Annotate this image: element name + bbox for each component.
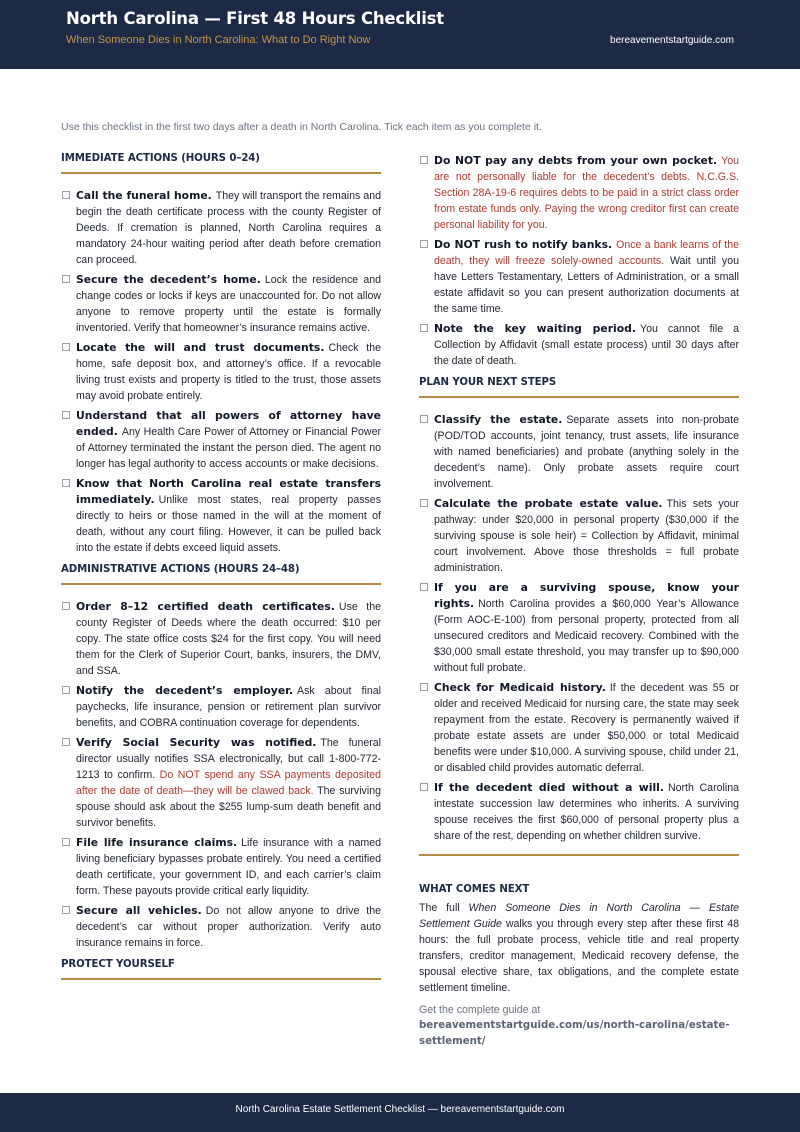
item-lead: Locate the will and trust documents. — [76, 341, 325, 354]
item-lead: Verify Social Security was notified. — [76, 736, 317, 749]
item-lead: Do NOT pay any debts from your own pocket. — [434, 154, 718, 167]
page-header — [0, 0, 800, 69]
item-text: Use the county Register of Deeds where the death occurred: $10 per copy. The state office costs $24 for the first copy. You will need them for the Clerk of Superior Court, banks, insurers, the DMV, and SSA. — [76, 601, 382, 677]
section-title-next: WHAT COMES NEXT — [419, 884, 530, 895]
intro-text: Use this checklist in the first two days after a death in North Carolina. Tick each item as you complete it. — [61, 121, 542, 133]
checklist-item — [61, 903, 381, 951]
item-text: North Carolina provides a $60,000 Year’s Allowance (Form AOC-E-100) from personal property, protected from all unsecured creditors and Medicaid recovery. Combined with the $30,000 small estate threshold, you may transfer up to $90,000 without full probate. — [434, 598, 739, 674]
checkbox-icon[interactable] — [62, 343, 70, 351]
checklist-item — [61, 599, 381, 679]
checklist-item — [419, 153, 739, 233]
section-divider — [61, 172, 381, 174]
checklist-item — [61, 272, 381, 336]
checklist-item — [61, 476, 381, 556]
item-text: Any Health Care Power of Attorney or Financial Power of Attorney terminated the instant the person died. The agent no longer has legal authority to access accounts or make decisions. — [76, 426, 381, 470]
left-column — [61, 153, 381, 980]
footer-text: North Carolina Estate Settlement Checklist — bereavementstartguide.com — [235, 1104, 565, 1115]
header-site-url: bereavementstartguide.com — [610, 35, 734, 46]
item-lead: Notify the decedent’s employer. — [76, 684, 294, 697]
checklist-item — [419, 237, 739, 317]
checkbox-icon[interactable] — [420, 324, 428, 332]
next-body-pre: The full — [419, 902, 469, 914]
page-subtitle: When Someone Dies in North Carolina: What to Do Right Now — [66, 34, 371, 46]
checkbox-icon[interactable] — [62, 738, 70, 746]
checkbox-icon[interactable] — [62, 906, 70, 914]
item-lead: Secure all vehicles. — [76, 904, 202, 917]
item-text: Lock the residence and change codes or locks if keys are unaccounted for. Do not allow anyone to remove property until the estate is formally inventoried. Verify that homeowner’s insurance remains active. — [76, 274, 381, 334]
item-text-after: The surviving spouse should ask about the $255 lump-sum death benefit and survivor benefits. — [76, 785, 381, 829]
section-title-immediate: IMMEDIATE ACTIONS (HOURS 0–24) — [61, 153, 260, 164]
right-column — [419, 153, 739, 1050]
checkbox-icon[interactable] — [62, 479, 70, 487]
administrative-list — [61, 599, 381, 951]
item-lead: If the decedent died without a will. — [434, 781, 664, 794]
item-lead: Understand that all powers of attorney have ended. — [76, 409, 381, 438]
checklist-item — [419, 580, 739, 676]
item-text: Ask about final paychecks, life insurance, pension or retirement plan survivor benefits, and COBRA continuation coverage for dependents. — [76, 685, 381, 729]
checklist-item — [419, 780, 739, 844]
item-lead: Do NOT rush to notify banks. — [434, 238, 613, 251]
item-lead: File life insurance claims. — [76, 836, 238, 849]
item-lead: Calculate the probate estate value. — [434, 497, 663, 510]
checkbox-icon[interactable] — [62, 838, 70, 846]
page-title: North Carolina — First 48 Hours Checklist — [66, 9, 444, 28]
checkbox-icon[interactable] — [420, 683, 428, 691]
item-lead: Secure the decedent’s home. — [76, 273, 261, 286]
checkbox-icon[interactable] — [420, 783, 428, 791]
item-text: If the decedent was 55 or older and received Medicaid for nursing care, the state may seek repayment from the estate. Recovery is permanently waived if probate estate assets are under $50,000 or total Medicaid benefits were under $10,000. A surviving spouse, child under 21, or disabled child provides automatic deferral. — [434, 682, 739, 774]
item-text: Life insurance with a named living beneficiary bypasses probate entirely. You need a certified death certificate, your government ID, and each carrier’s claim form. These payouts provide critical early liquidity. — [76, 837, 381, 897]
checkbox-icon[interactable] — [62, 686, 70, 694]
checklist-item — [61, 340, 381, 404]
cta-text: Get the complete guide at — [419, 1004, 541, 1016]
immediate-list — [61, 188, 381, 556]
item-lead: Note the key waiting period. — [434, 322, 637, 335]
item-lead: Order 8–12 certified death certificates. — [76, 600, 335, 613]
checklist-item — [419, 496, 739, 576]
item-warning: Once a bank learns of the death, they will freeze solely-owned accounts. — [434, 239, 739, 267]
item-text: You cannot file a Collection by Affidavit (small estate process) until 30 days after the date of death. — [434, 323, 739, 367]
item-lead: Classify the estate. — [434, 413, 563, 426]
item-warning: Do NOT spend any SSA payments deposited after the date of death—they will be clawed back. — [76, 769, 381, 797]
item-warning: You are not personally liable for the decedent’s debts. N.C.G.S. Section 28A-19-6 requires debts to be paid in a strict class order from estate funds only. Paying the wrong creditor first can create personal liability for you. — [434, 155, 739, 231]
checklist-item — [61, 683, 381, 731]
item-lead: Call the funeral home. — [76, 189, 212, 202]
item-text: They will transport the remains and begin the death certificate process with the county Register of Deeds. If cremation is planned, North Carolina requires a mandatory 24-hour waiting period after death before cremation can proceed. — [76, 190, 381, 266]
section-divider — [61, 583, 381, 585]
checkbox-icon[interactable] — [62, 275, 70, 283]
checklist-item — [419, 412, 739, 492]
item-text: This sets your pathway: under $20,000 in personal property ($30,000 if the surviving spouse is sole heir) = Collection by Affidavit, minimal court involvement. Above those thresholds = full probate administration. — [434, 498, 739, 574]
checkbox-icon[interactable] — [62, 602, 70, 610]
item-text: Separate assets into non-probate (POD/TOD accounts, joint tenancy, trust assets, life insurance with named beneficiaries) and probate (anything solely in the decedent’s name). Only probate assets require court involvement. — [434, 414, 740, 490]
next-body-post: walks you through every step after these first 48 hours: the full probate process, vehicle title and real property transfers, creditor management, Medicaid recovery defense, the spousal elective share, tax obligations, and the complete estate settlement timeline. — [419, 918, 739, 994]
protect-list — [419, 153, 739, 369]
item-lead: If you are a surviving spouse, know your rights. — [434, 581, 739, 610]
item-text: Do not allow anyone to drive the decedent’s car without proper authorization. Verify auto insurance remains in force. — [76, 905, 381, 949]
checklist-item — [61, 408, 381, 472]
checkbox-icon[interactable] — [62, 411, 70, 419]
checkbox-icon[interactable] — [420, 499, 428, 507]
section-divider — [419, 854, 739, 856]
section-title-administrative: ADMINISTRATIVE ACTIONS (HOURS 24–48) — [61, 564, 300, 575]
checklist-item — [419, 321, 739, 369]
item-text: The funeral director usually notifies SSA electronically, but call 1-800-772-1213 to confirm. — [76, 737, 381, 781]
item-lead: Know that North Carolina real estate transfers immediately. — [76, 477, 381, 506]
section-divider — [419, 396, 739, 398]
checkbox-icon[interactable] — [62, 191, 70, 199]
checkbox-icon[interactable] — [420, 583, 428, 591]
section-title-plan: PLAN YOUR NEXT STEPS — [419, 377, 557, 388]
page-footer — [0, 1093, 800, 1132]
checklist-item — [419, 680, 739, 776]
next-body — [419, 900, 739, 996]
checklist-item — [61, 835, 381, 899]
checklist-item — [61, 188, 381, 268]
item-text: Unlike most states, real property passes directly to heirs or those named in the will at the moment of death, without any court filing. However, it can be pulled back into the estate if debts exceed liquid assets. — [76, 494, 381, 554]
checkbox-icon[interactable] — [420, 415, 428, 423]
item-text-after: Wait until you have Letters Testamentary, Letters of Administration, or a small estate affidavit so you can present authorization documents at the same time. — [434, 255, 739, 315]
checkbox-icon[interactable] — [420, 240, 428, 248]
section-divider — [61, 978, 381, 980]
guide-link[interactable]: bereavementstartguide.com/us/north-carolina/estate-settlement/ — [419, 1020, 730, 1047]
plan-list — [419, 412, 739, 844]
item-lead: Check for Medicaid history. — [434, 681, 606, 694]
checklist-item — [61, 735, 381, 831]
item-text: Check the home, safe deposit box, and attorney’s office. If a revocable living trust exists and property is titled to the trust, those assets may avoid probate entirely. — [76, 342, 381, 402]
section-title-protect: PROTECT YOURSELF — [61, 959, 175, 970]
item-text: North Carolina intestate succession law determines who inherits. A surviving spouse receives the first $60,000 of personal property plus a share of the rest, depending on whether children survive. — [434, 782, 739, 842]
checkbox-icon[interactable] — [420, 156, 428, 164]
guide-title: When Someone Dies in North Carolina — Estate Settlement Guide — [419, 902, 739, 930]
